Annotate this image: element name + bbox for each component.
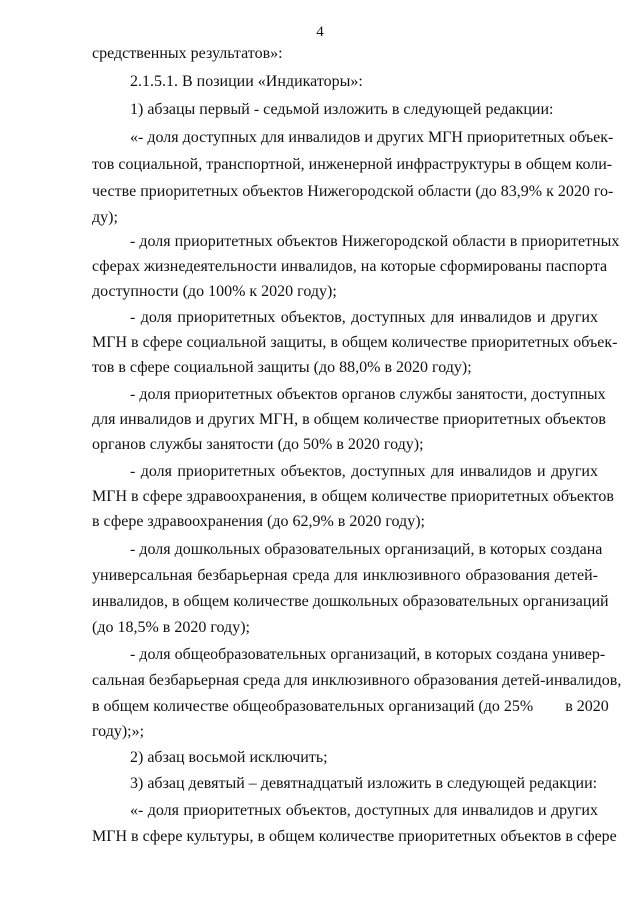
text-line: (до 18,5% в 2020 году); xyxy=(92,619,250,636)
text-line: тов социальной, транспортной, инженерной инфраструктуры в общем коли- xyxy=(92,156,613,173)
page-number: 4 xyxy=(316,24,324,40)
text-line: МГН в сфере здравоохранения, в общем количестве приоритетных объектов xyxy=(92,488,614,505)
text-line: универсальная безбарьерная среда для инклюзивного образования детей- xyxy=(92,567,598,584)
text-line: «- доля доступных для инвалидов и других МГН приоритетных объек- xyxy=(130,129,614,146)
text-line: средственных результатов»: xyxy=(92,45,283,62)
text-line: году);»; xyxy=(92,723,145,740)
text-line: тов в сфере социальной защиты (до 88,0% в 2020 году); xyxy=(92,359,472,376)
text-line: ду); xyxy=(92,209,118,226)
text-line: в общем количестве общеобразовательных организаций (до 25% в 2020 xyxy=(92,698,609,715)
text-line: - доля общеобразовательных организаций, в которых создана универ- xyxy=(130,646,606,663)
text-line: сальная безбарьерная среда для инклюзивного образования детей-инвалидов, xyxy=(92,672,622,689)
text-line: - доля приоритетных объектов органов службы занятости, доступных xyxy=(130,386,606,403)
text-line: в сфере здравоохранения (до 62,9% в 2020 году); xyxy=(92,513,425,530)
text-line: 2) абзац восьмой исключить; xyxy=(130,749,328,766)
text-line: - доля приоритетных объектов, доступных для инвалидов и других xyxy=(130,309,598,326)
text-line: МГН в сфере культуры, в общем количестве приоритетных объектов в сфере xyxy=(92,828,617,845)
text-line: инвалидов, в общем количестве дошкольных образовательных организаций xyxy=(92,593,609,610)
text-line: сферах жизнедеятельности инвалидов, на которые сформированы паспорта xyxy=(92,258,608,275)
text-line: МГН в сфере социальной защиты, в общем количестве приоритетных объек- xyxy=(92,334,618,351)
text-line: 3) абзац девятый – девятнадцатый изложить в следующей редакции: xyxy=(130,775,598,792)
text-line: 1) абзацы первый - седьмой изложить в следующей редакции: xyxy=(130,101,554,118)
text-line: - доля приоритетных объектов, доступных для инвалидов и других xyxy=(130,463,598,480)
text-line: для инвалидов и других МГН, в общем количестве приоритетных объектов xyxy=(92,411,606,428)
text-line: органов службы занятости (до 50% в 2020 году); xyxy=(92,436,424,453)
text-line: доступности (до 100% к 2020 году); xyxy=(92,283,337,300)
text-line: - доля приоритетных объектов Нижегородской области в приоритетных xyxy=(130,233,620,250)
text-line: честве приоритетных объектов Нижегородской области (до 83,9% к 2020 го- xyxy=(92,183,614,200)
text-line: - доля дошкольных образовательных организаций, в которых создана xyxy=(130,541,603,558)
text-line: 2.1.5.1. В позиции «Индикаторы»: xyxy=(130,73,363,90)
text-line: «- доля приоритетных объектов, доступных для инвалидов и других xyxy=(130,802,598,819)
